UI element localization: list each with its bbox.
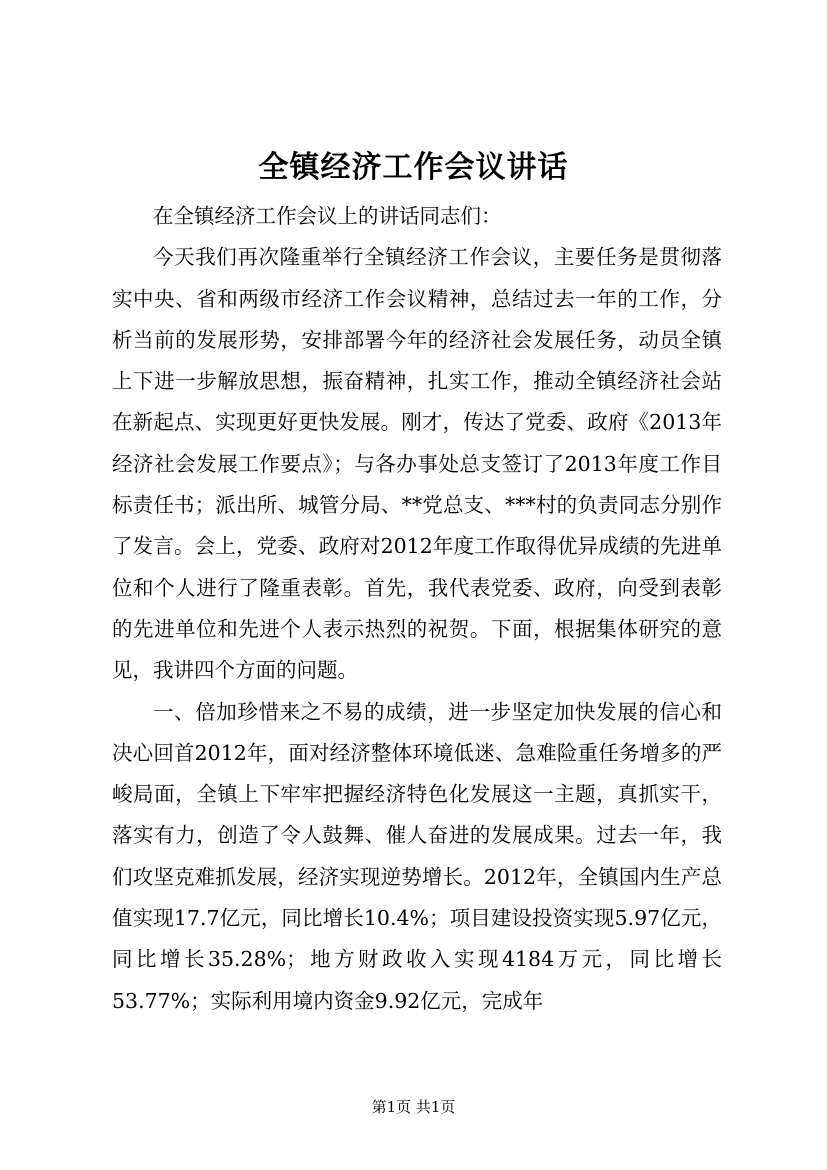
paragraph-intro: 今天我们再次隆重举行全镇经济工作会议，主要任务是贯彻落实中央、省和两级市经济工作会议精神，总结过去一年的工作，分析当前的发展形势，安排部署今年的经济社会发展任务，动员全镇上下进一步解放思想，振奋精神，扎实工作，推动全镇经济社会站在新起点、实现更好更快发展。刚才，传达了党委、政府《2013年经济社会发展工作要点》；与各办事处总支签订了2013年度工作目标责任书；派出所、城管分局、**党总支、***村的负责同志分别作了发言。会上，党委、政府对2012年度工作取得优异成绩的先进单位和个人进行了隆重表彰。首先，我代表党委、政府，向受到表彰的先进单位和先进个人表示热烈的祝贺。下面，根据集体研究的意见，我讲四个方面的问题。 — [112, 245, 722, 683]
paragraph-salutation: 在全镇经济工作会议上的讲话同志们： — [153, 204, 502, 228]
page-footer: 第1页 共1页 — [371, 1098, 456, 1116]
document-title: 全镇经济工作会议讲话 — [258, 150, 569, 185]
document-body — [112, 196, 722, 1022]
paragraph-section-one: 一、倍加珍惜来之不易的成绩，进一步坚定加快发展的信心和决心回首2012年，面对经济整体环境低迷、急难险重任务增多的严峻局面，全镇上下牢牢把握经济特色化发展这一主题，真抓实干，落实有力，创造了令人鼓舞、催人奋进的发展成果。过去一年，我们攻坚克难抓发展，经济实现逆势增长。2012年，全镇国内生产总值实现17.7亿元，同比增长10.4%；项目建设投资实现5.97亿元，同比增长35.28%；地方财政收入实现4184万元，同比增长53.77%；实际利用境内资金9.92亿元，完成年 — [112, 699, 722, 1013]
